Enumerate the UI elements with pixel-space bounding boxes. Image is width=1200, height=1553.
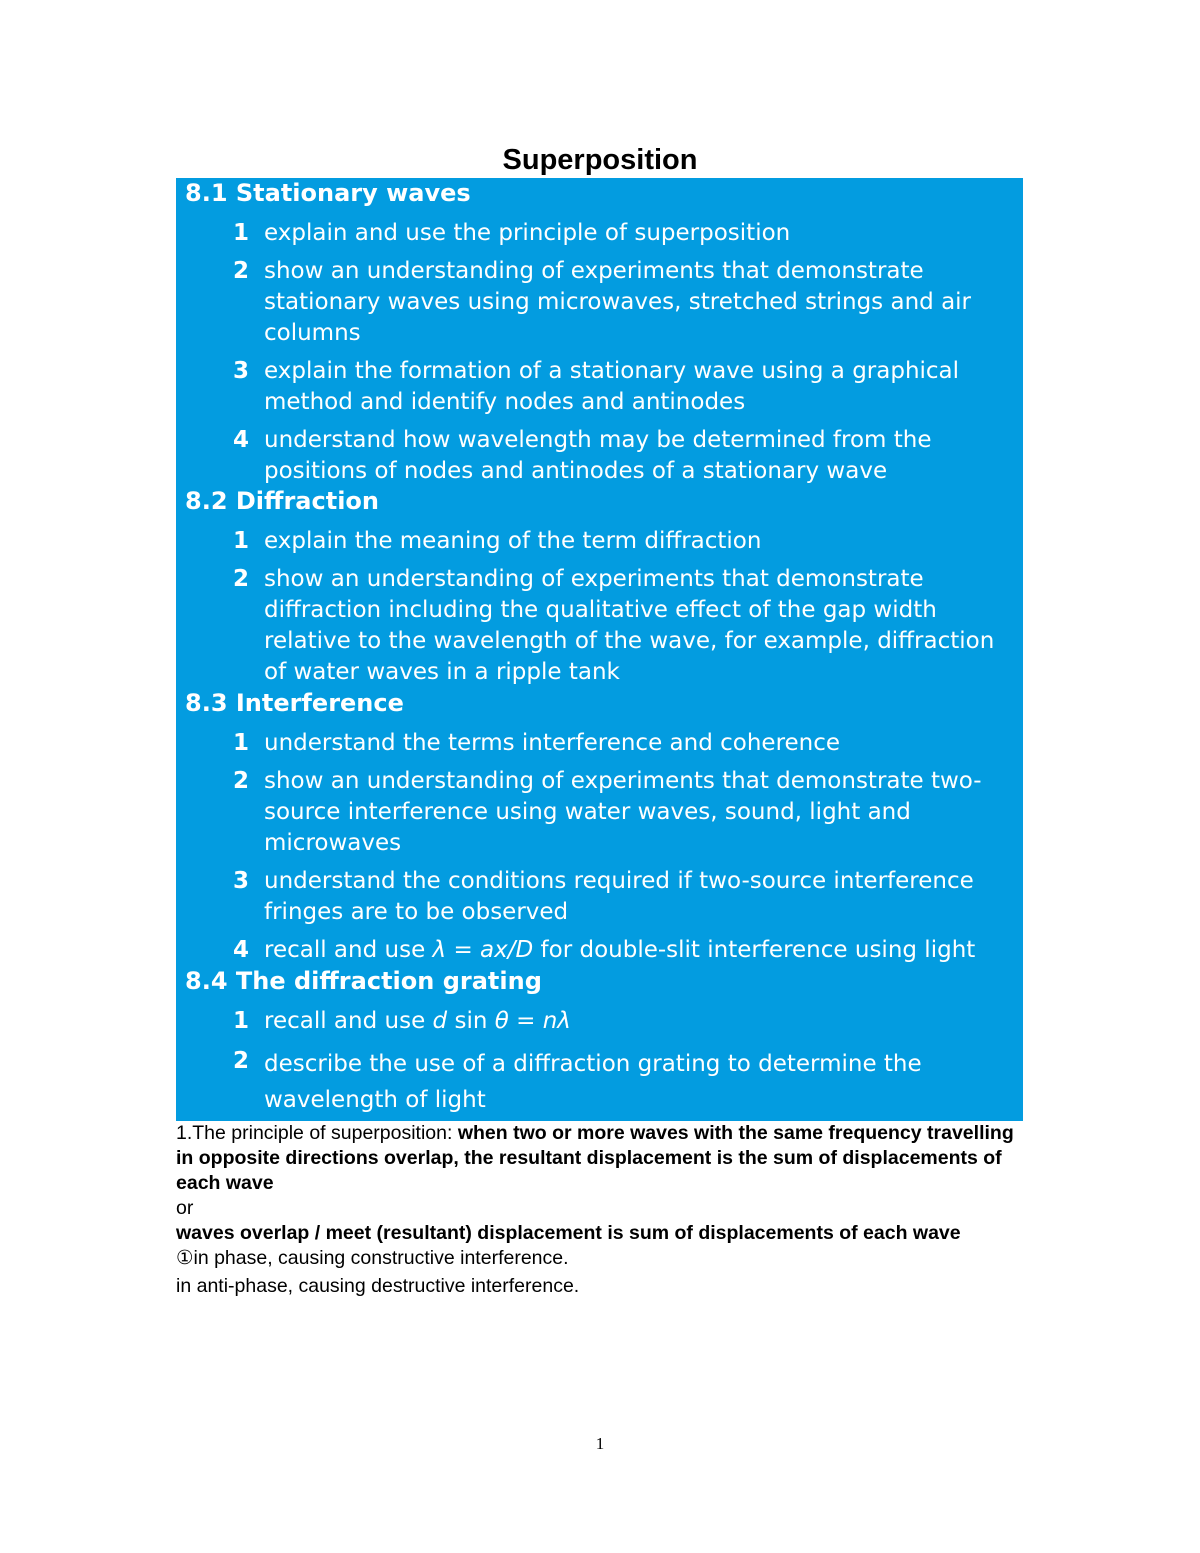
objective-text — [264, 935, 1019, 966]
page-title: Superposition — [502, 144, 698, 176]
objective-number: 4 — [233, 427, 250, 453]
section-heading: 8.4 The diffraction grating — [185, 967, 542, 995]
objective-text: understand the terms interference and coherence — [264, 730, 841, 756]
objective-text: understand how wavelength may be determined from the positions of nodes and antinodes of a stationary wave — [264, 427, 932, 484]
objective-text-before: recall and use — [264, 937, 433, 963]
objective-number: 4 — [233, 937, 250, 963]
section-heading: 8.1 Stationary waves — [185, 179, 471, 207]
objective-text: explain and use the principle of superposition — [264, 220, 791, 246]
syllabus-box — [176, 178, 1023, 1121]
objective-text: describe the use of a diffraction grating to determine the wavelength of light — [264, 1051, 922, 1113]
objective-text: show an understanding of experiments that demonstrate stationary waves using microwaves, stretched strings and air columns — [264, 258, 972, 346]
objective-text: explain the formation of a stationary wave using a graphical method and identify nodes and antinodes — [264, 358, 960, 415]
objective-text-before: recall and use — [264, 1008, 433, 1034]
objective-number: 2 — [233, 566, 250, 592]
anti-phase-note: in anti-phase, causing destructive interference. — [176, 1275, 580, 1297]
objective-text: show an understanding of experiments that demonstrate two-source interference using water waves, sound, light and microwaves — [264, 768, 982, 856]
principle-definition-text: when two or more waves with the same frequency travelling in opposite directions overlap, the resultant displacement is the sum of displacements of each wave — [176, 1122, 1014, 1194]
principle-lead: 1.The principle of superposition: — [176, 1122, 458, 1144]
or-text: or — [176, 1197, 194, 1219]
objective-number: 2 — [233, 768, 250, 794]
formula-sin: sin — [447, 1008, 495, 1034]
objective-number: 1 — [233, 1008, 250, 1034]
alt-definition — [176, 1221, 1026, 1246]
formula-equals: = — [508, 1008, 543, 1034]
formula-theta: θ — [494, 1008, 509, 1034]
formula-n-lambda: nλ — [542, 1008, 571, 1034]
objective-number: 1 — [233, 528, 250, 554]
notes — [176, 1121, 1026, 1299]
in-phase-note: ①in phase, causing constructive interference. — [176, 1247, 569, 1269]
principle-definition — [176, 1121, 1026, 1196]
formula-d: d — [432, 1008, 448, 1034]
objective-text: show an understanding of experiments that demonstrate diffraction including the qualitative effect of the gap width relative to the wavelength of the wave, for example, diffraction of water waves in a ripple tank — [264, 566, 995, 685]
objective-number: 1 — [233, 730, 250, 756]
objective-number: 2 — [233, 1048, 250, 1074]
objective-text-after: for double-slit interference using light — [533, 937, 976, 963]
objective-text: understand the conditions required if two-source interference fringes are to be observed — [264, 868, 974, 925]
section-heading: 8.2 Diffraction — [185, 487, 379, 515]
section-heading: 8.3 Interference — [185, 689, 404, 717]
alt-definition-text: waves overlap / meet (resultant) displacement is sum of displacements of each wave — [176, 1222, 961, 1244]
objective-text — [264, 1006, 1019, 1037]
objective-number: 1 — [233, 220, 250, 246]
objective-number: 2 — [233, 258, 250, 284]
page-number: 1 — [595, 1434, 605, 1453]
formula-double-slit: λ = ax/D — [432, 937, 534, 963]
objective-number: 3 — [233, 868, 250, 894]
objective-text: explain the meaning of the term diffraction — [264, 528, 762, 554]
objective-number: 3 — [233, 358, 250, 384]
